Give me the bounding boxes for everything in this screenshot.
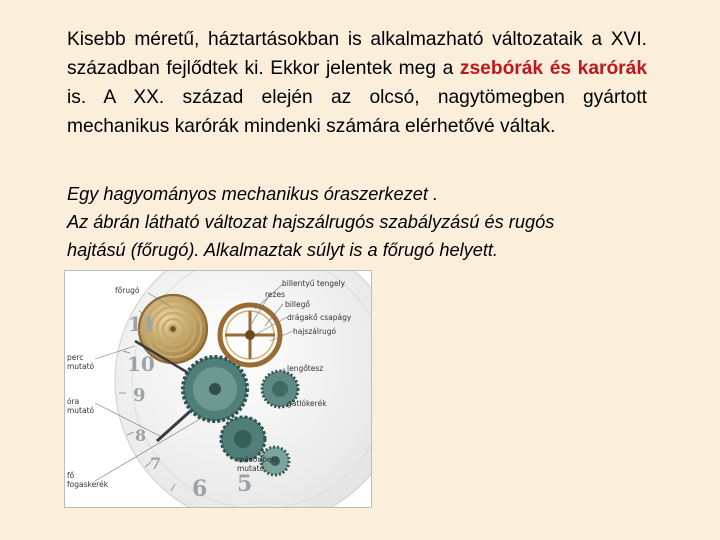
label-minute-hand: perc mutató	[67, 353, 95, 371]
caption-line-3: hajtású (főrugó). Alkalmaztak súlyt is a főrugó helyett.	[67, 240, 498, 260]
label-balance-arbor: billentyű tengely	[282, 279, 346, 288]
dial-number-8: 8	[135, 426, 147, 445]
label-second-hand: másodperc mutató	[237, 455, 279, 473]
balance-wheel-drawing	[220, 305, 280, 365]
intro-highlight: zsebórák és karórák	[459, 58, 647, 79]
label-jewel-bearing: drágakő csapágy	[287, 313, 352, 322]
label-main-gear: fő fogaskerék	[67, 471, 109, 489]
main-gear-drawing	[183, 357, 247, 421]
dial-number-9: 9	[133, 385, 146, 406]
clock-mechanism-figure	[64, 270, 372, 508]
caption-line-1: Egy hagyományos mechanikus óraszerkezet .	[67, 184, 439, 204]
dial-number-10: 10	[127, 352, 155, 376]
caption-line-2: Az ábrán látható változat hajszálrugós szabályzású és rugós	[67, 212, 555, 232]
dial-number-7: 7	[150, 454, 162, 473]
dial-number-11: 11	[128, 312, 156, 336]
dial-number-5: 5	[237, 471, 253, 497]
figure-caption	[67, 180, 667, 264]
label-balance-wheel: lengőtesz	[287, 364, 324, 373]
label-rezes: rezes	[265, 290, 285, 299]
clock-mechanism-drawing	[65, 271, 371, 507]
label-balance: billegő	[285, 300, 310, 309]
intro-text-before: Kisebb méretű, háztartásokban is alkalmazható változataik a XVI. században fejlődtek ki. Ekkor jelentek meg a	[67, 29, 647, 79]
label-hour-hand: óra mutató	[67, 397, 95, 415]
dial-number-6: 6	[192, 476, 208, 502]
intro-text-after: is. A XX. század elején az olcsó, nagytömegben gyártott mechanikus karórák mindenki számára elérhetővé váltak.	[67, 87, 647, 137]
intro-paragraph	[67, 25, 647, 141]
label-escape-wheel: gátlókerék	[287, 399, 327, 408]
label-hairspring: hajszálrugó	[293, 327, 337, 336]
label-mainspring: főrugó	[115, 286, 140, 295]
